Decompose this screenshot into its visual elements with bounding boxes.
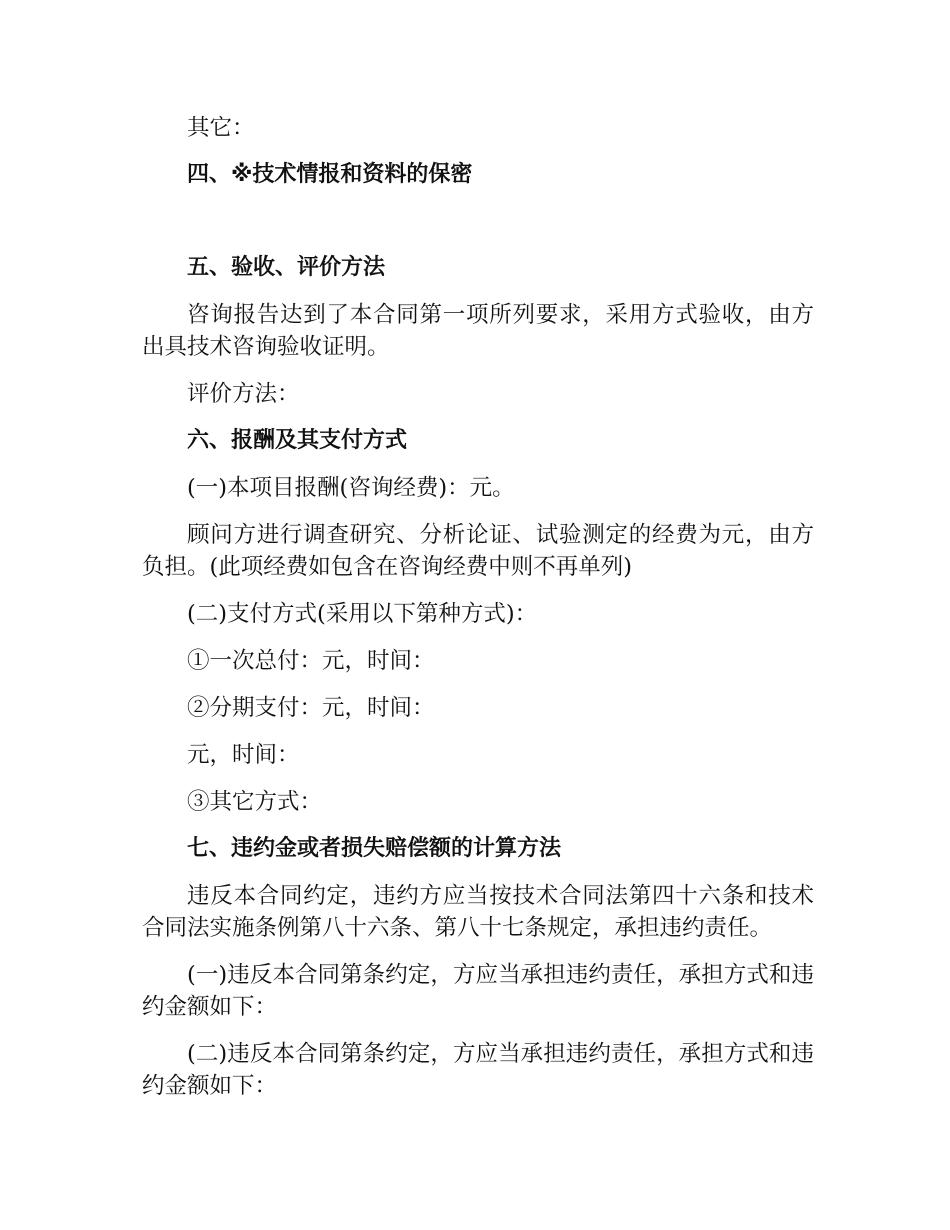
text-breach-clause-1: (一)违反本合同第条约定，方应当承担违约责任，承担方式和违约金额如下： [142,962,814,1020]
section-heading-7: 七、违约金或者损失赔偿额的计算方法 [187,836,562,861]
text-breach-liability: 违反本合同约定，违约方应当按技术合同法第四十六条和技术合同法实施条例第八十六条、第八十七条规定，承担违约责任。 [142,883,814,941]
section-heading-4: 四、※技术情报和资料的保密 [187,162,473,187]
text-remuneration: (一)本项目报酬(咨询经费)：元。 [187,475,515,501]
text-payment-method: (二)支付方式(采用以下第种方式)： [187,601,538,627]
blank-space [142,206,814,252]
text-payment-option-1: ①一次总付：元，时间： [187,648,435,674]
text-installment-line: 元，时间： [187,742,300,768]
text-other: 其它： [187,115,255,141]
section-heading-5: 五、验收、评价方法 [187,255,386,280]
section-heading-6: 六、报酬及其支付方式 [187,428,408,453]
text-evaluation-method: 评价方法： [187,381,300,407]
text-payment-option-2: ②分期支付：元，时间： [187,695,435,721]
text-breach-clause-2: (二)违反本合同第条约定，方应当承担违约责任，承担方式和违约金额如下： [142,1041,814,1099]
document-page [142,112,814,1117]
text-acceptance: 咨询报告达到了本合同第一项所列要求，采用方式验收，由方出具技术咨询验收证明。 [142,302,814,360]
text-consultant-costs: 顾问方进行调查研究、分析论证、试验测定的经费为元，由方负担。(此项经费如包含在咨询经费中则不再单列) [142,522,814,580]
text-payment-option-3: ③其它方式： [187,789,323,815]
